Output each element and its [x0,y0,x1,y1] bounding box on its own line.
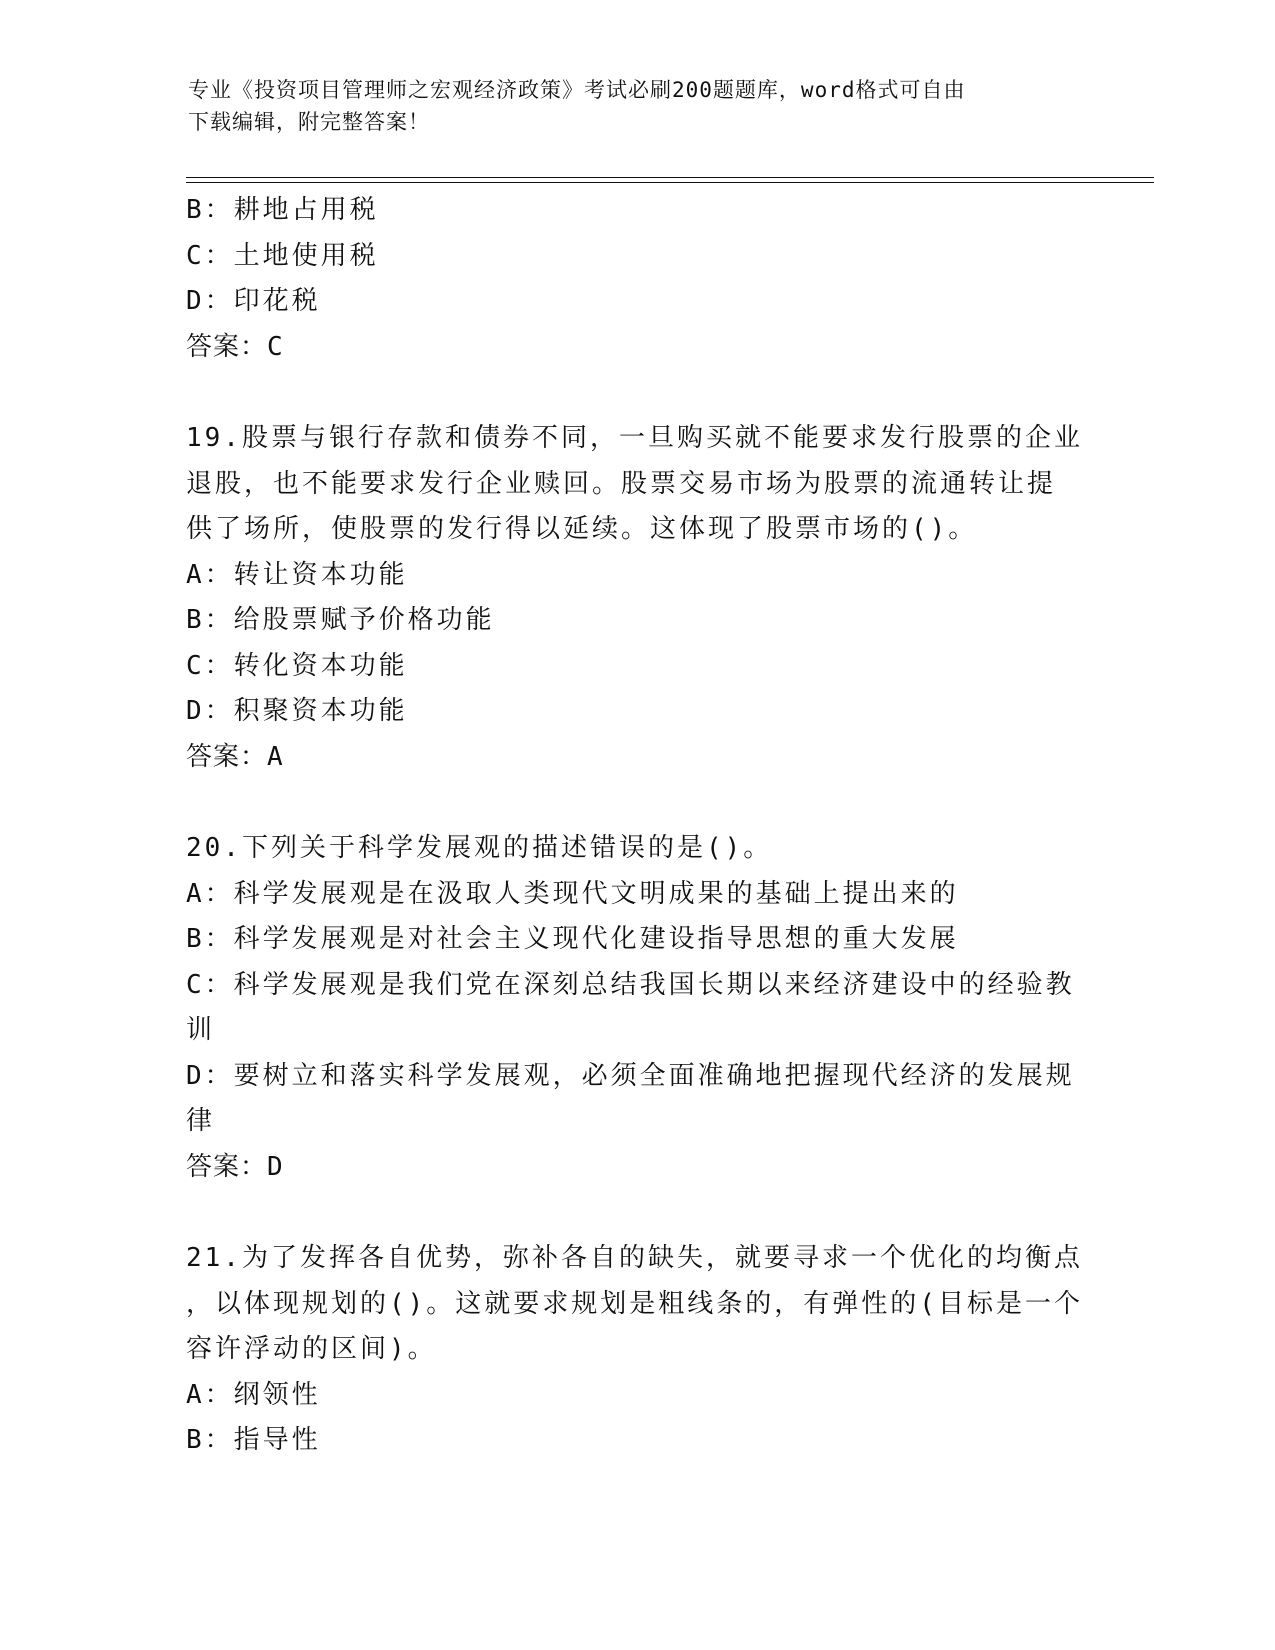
option-c: C：科学发展观是我们党在深刻总结我国长期以来经济建设中的经验教 [186,969,1075,1000]
option-b: B：给股票赋予价格功能 [186,605,495,635]
question-21 [186,1236,1083,1464]
option-a: A：科学发展观是在汲取人类现代文明成果的基础上提出来的 [186,878,959,909]
question-stem-line: 退股，也不能要求发行企业赎回。股票交易市场为股票的流通转让提 [186,468,1057,499]
question-stem-line: 容许浮动的区间)。 [186,1334,437,1364]
header-line-1: 专业《投资项目管理师之宏观经济政策》考试必刷200题题库，word格式可自由 [188,78,966,102]
page-header [188,74,1068,138]
option-a: A：纲领性 [186,1379,321,1410]
header-rule-top [186,177,1154,178]
option-b: B：科学发展观是对社会主义现代化建设指导思想的重大发展 [186,924,959,954]
question-stem-line: 供了场所，使股票的发行得以延续。这体现了股票市场的()。 [186,514,978,544]
answer: 答案：D [186,1151,284,1182]
header-rule-bottom [186,182,1154,183]
question-stem-line: 21.为了发挥各自优势，弥补各自的缺失，就要寻求一个优化的均衡点 [186,1243,1083,1273]
option-d: D：要树立和落实科学发展观，必须全面准确地把握现代经济的发展规 [186,1060,1075,1091]
option-b: B：指导性 [186,1425,321,1455]
option-a: A：转让资本功能 [186,559,408,590]
question-19 [186,416,1083,780]
option-c: C：转化资本功能 [186,650,408,681]
answer: 答案：C [186,331,284,362]
option-d-continued: 律 [186,1106,216,1136]
option-c-continued: 训 [186,1015,216,1045]
header-line-2: 下载编辑，附完整答案！ [188,110,430,134]
option-d: D：印花税 [186,286,321,316]
question-stem-line: 20.下列关于科学发展观的描述错误的是()。 [186,833,773,863]
question-18 [186,188,1076,370]
option-b: B：耕地占用税 [186,195,379,225]
question-content [186,188,1083,1464]
question-stem-line: 19.股票与银行存款和债券不同，一旦购买就不能要求发行股票的企业 [186,423,1083,453]
question-20 [186,826,1076,1190]
option-d: D：积聚资本功能 [186,696,408,726]
answer: 答案：A [186,741,284,772]
option-c: C：土地使用税 [186,240,379,271]
question-stem-line: ，以体现规划的()。这就要求规划是粗线条的，有弹性的(目标是一个 [186,1288,1083,1319]
